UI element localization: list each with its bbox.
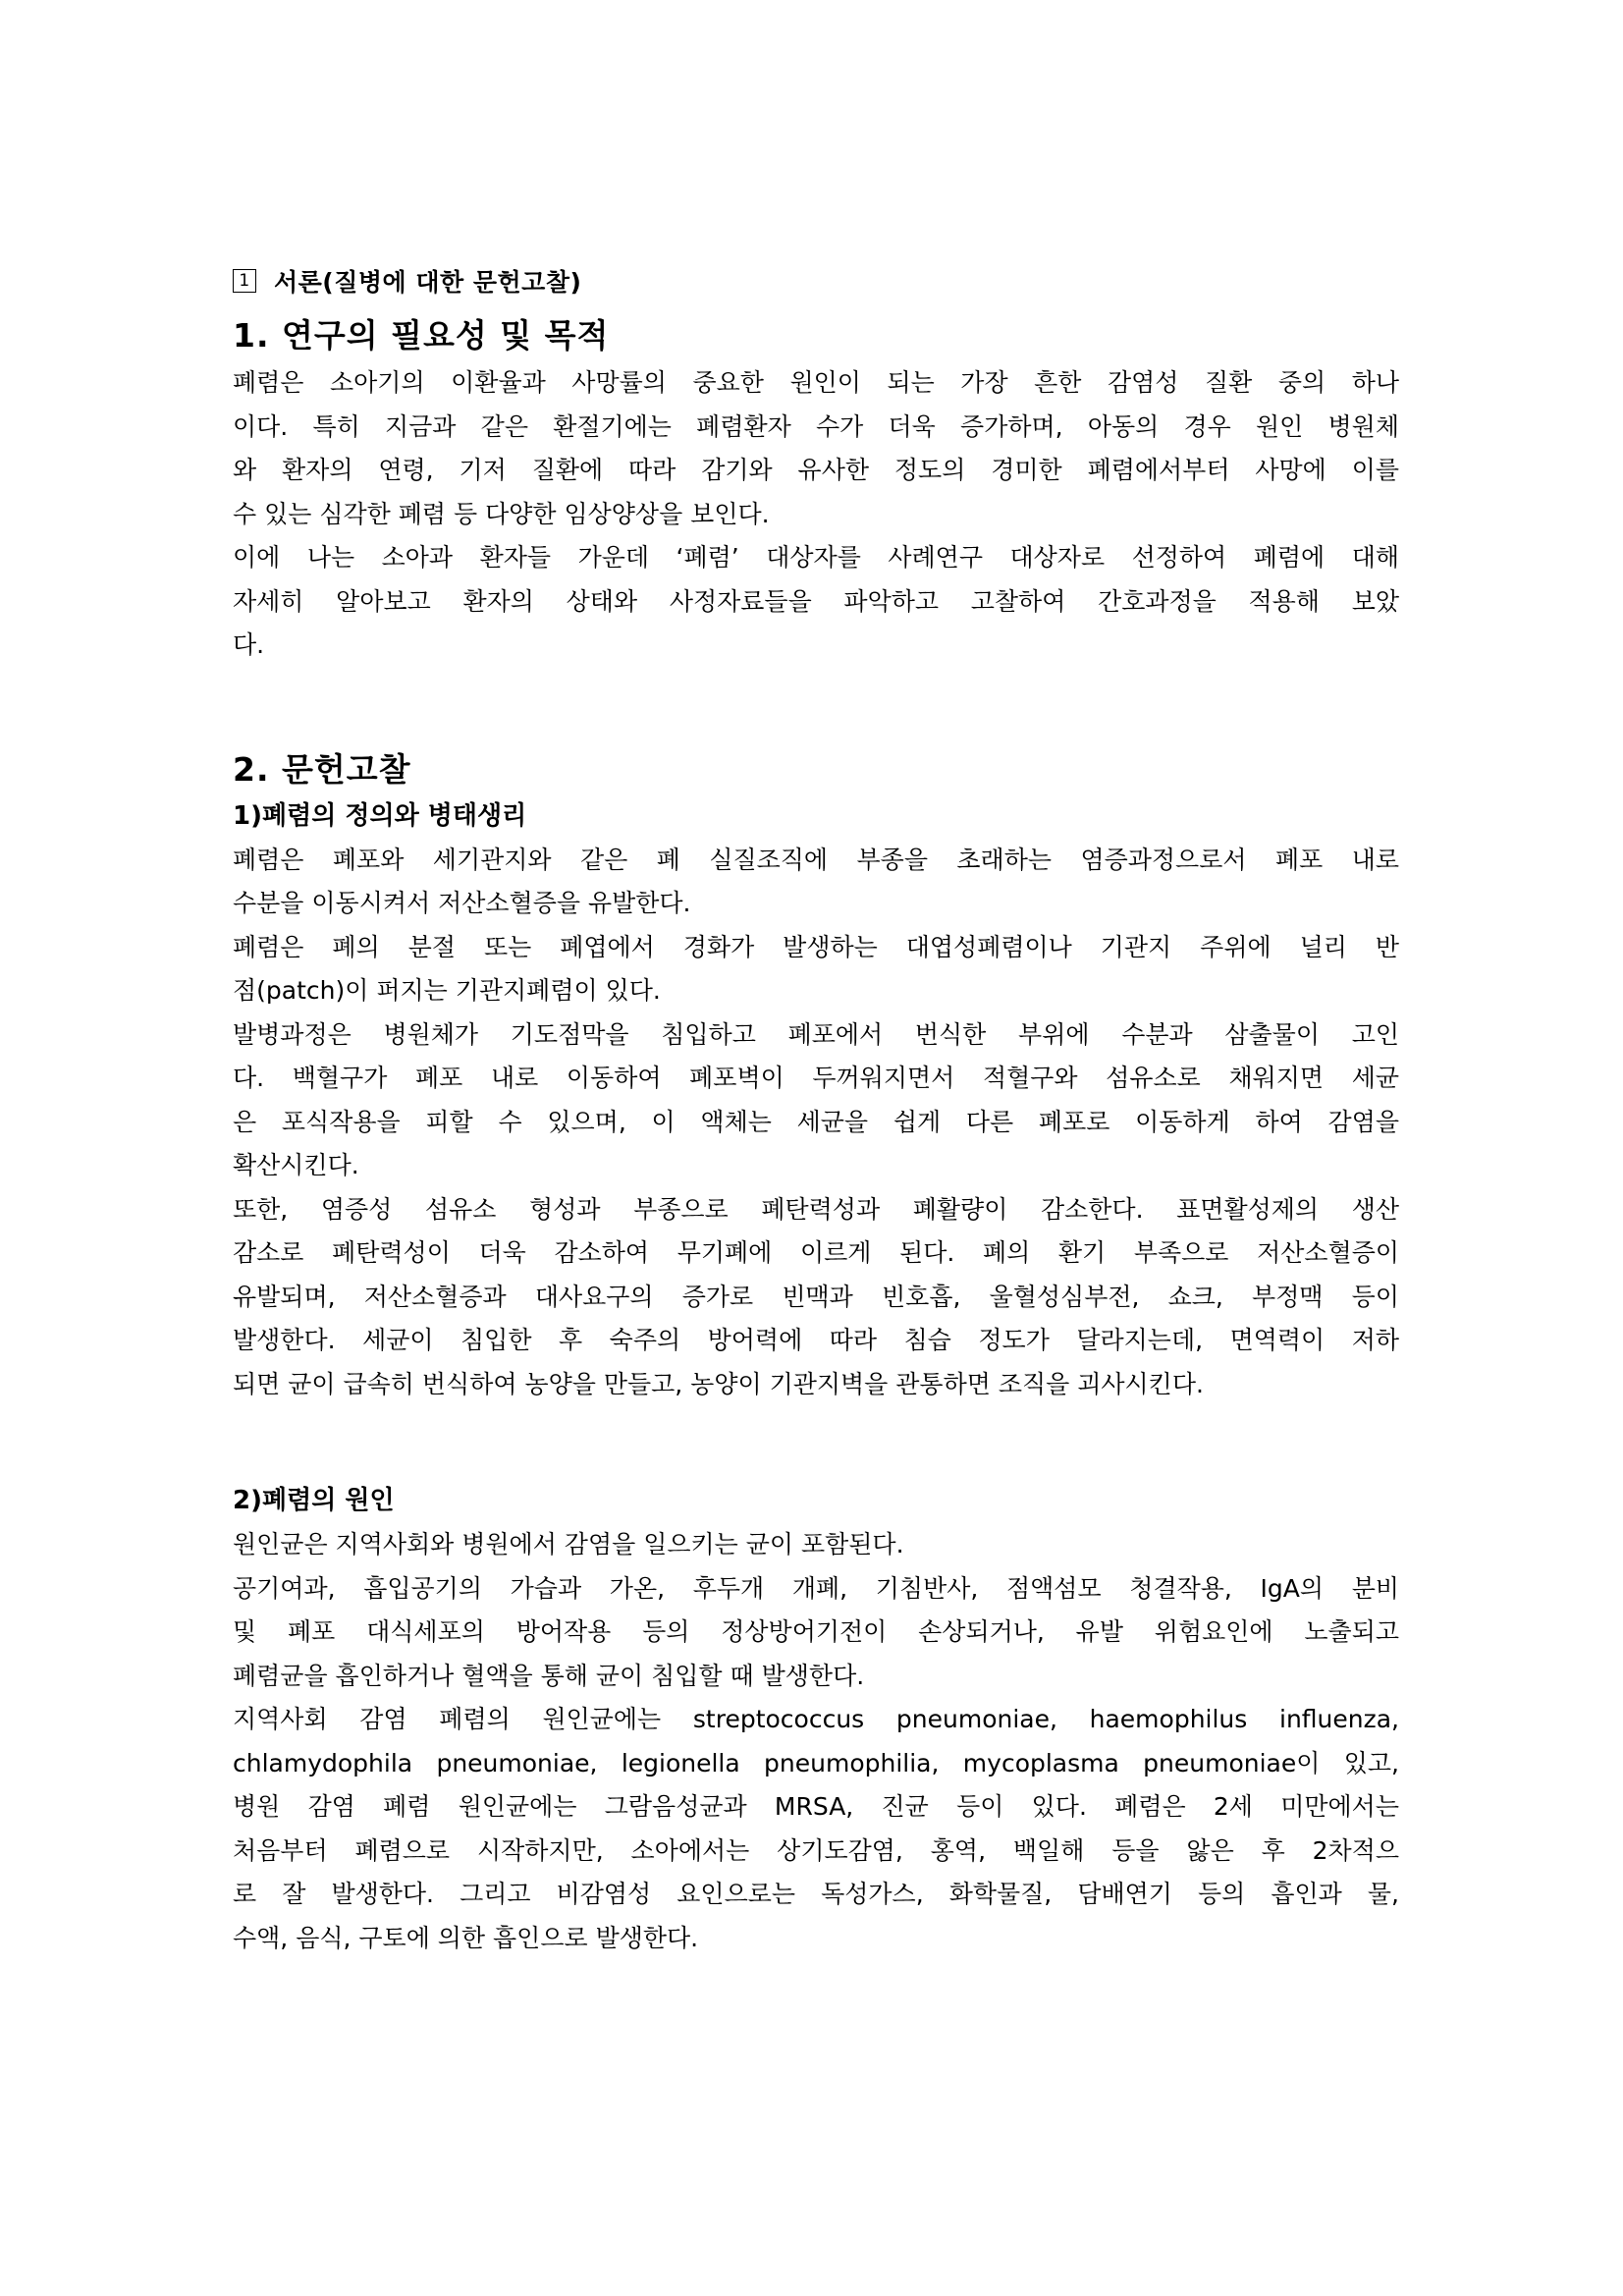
paragraph-line: 병원 감염 폐렴 원인균에는 그람음성균과 MRSA, 진균 등이 있다. 폐렴은 2세 미만에서는 — [233, 1792, 1399, 1821]
paragraph-line: 폐렴균을 흡인하거나 혈액을 통해 균이 침입할 때 발생한다. — [233, 1661, 865, 1690]
paragraph-line: 발병과정은 병원체가 기도점막을 침입하고 폐포에서 번식한 부위에 수분과 삼출물이 고인 — [233, 1019, 1399, 1049]
paragraph — [233, 1698, 1399, 1960]
paragraph-line: 수액, 음식, 구토에 의한 흡인으로 발생한다. — [233, 1923, 699, 1952]
section-1-body — [233, 361, 1399, 668]
paragraph — [233, 1523, 1399, 1567]
paragraph-line: 지역사회 감염 폐렴의 원인균에는 streptococcus pneumoniae, haemophilus influenza, — [233, 1705, 1399, 1733]
paragraph-line: 또한, 염증성 섬유소 형성과 부종으로 폐탄력성과 폐활량이 감소한다. 표면활성제의 생산 — [233, 1194, 1399, 1224]
paragraph-line: 및 폐포 대식세포의 방어작용 등의 정상방어기전이 손상되거나, 유발 위험요인에 노출되고 — [233, 1617, 1399, 1646]
paragraph-line: 원인균은 지역사회와 병원에서 감염을 일으키는 균이 포함된다. — [233, 1530, 904, 1558]
paragraph-line: 감소로 폐탄력성이 더욱 감소하여 무기폐에 이르게 된다. 폐의 환기 부족으로 저산소혈증이 — [233, 1238, 1399, 1267]
subsection-2-2-heading: 2)폐렴의 원인 — [233, 1486, 395, 1515]
section-2-heading: 2. 문헌고찰 — [233, 749, 411, 789]
paragraph-line: 다. 백혈구가 폐포 내로 이동하여 폐포벽이 두꺼워지면서 적혈구와 섬유소로 채워지면 세균 — [233, 1064, 1399, 1092]
paragraph-line: 점(patch)이 퍼지는 기관지폐렴이 있다. — [233, 976, 661, 1005]
paragraph-line: 유발되며, 저산소혈증과 대사요구의 증가로 빈맥과 빈호흡, 울혈성심부전, 쇼크, 부정맥 등이 — [233, 1282, 1399, 1311]
paragraph-line: 되면 균이 급속히 번식하여 농양을 만들고, 농양이 기관지벽을 관통하면 조직을 괴사시킨다. — [233, 1369, 1204, 1398]
paragraph-line: 와 환자의 연령, 기저 질환에 따라 감기와 유사한 정도의 경미한 폐렴에서부터 사망에 이를 — [233, 456, 1399, 484]
chapter-title-text: 서론(질병에 대한 문헌고찰) — [274, 268, 582, 297]
paragraph-line: 자세히 알아보고 환자의 상태와 사정자료들을 파악하고 고찰하여 간호과정을 적용해 보았 — [233, 586, 1399, 616]
document-page — [233, 263, 1399, 1960]
paragraph — [233, 839, 1399, 926]
chapter-title — [233, 263, 1399, 299]
paragraph — [233, 361, 1399, 536]
subsection-2-1-body — [233, 839, 1399, 1407]
paragraph — [233, 1188, 1399, 1407]
paragraph-line: 은 포식작용을 피할 수 있으며, 이 액체는 세균을 쉽게 다른 폐포로 이동하게 하여 감염을 — [233, 1107, 1399, 1136]
paragraph-line: 발생한다. 세균이 침입한 후 숙주의 방어력에 따라 침습 정도가 달라지는데, 면역력이 저하 — [233, 1326, 1399, 1354]
paragraph-line: 다. — [233, 630, 265, 659]
section-1-heading: 1. 연구의 필요성 및 목적 — [233, 316, 610, 355]
paragraph-line: 수 있는 심각한 폐렴 등 다양한 임상양상을 보인다. — [233, 499, 770, 528]
paragraph-line: 폐렴은 폐의 분절 또는 폐엽에서 경화가 발생하는 대엽성폐렴이나 기관지 주위에 널리 반 — [233, 932, 1399, 961]
paragraph-line: 폐렴은 소아기의 이환율과 사망률의 중요한 원인이 되는 가장 흔한 감염성 질환 중의 하나 — [233, 368, 1399, 397]
subsection-2-1-heading: 1)폐렴의 정의와 병태생리 — [233, 800, 527, 831]
paragraph — [233, 926, 1399, 1013]
paragraph-line: 공기여과, 흡입공기의 가습과 가온, 후두개 개폐, 기침반사, 점액섬모 청결작용, IgA의 분비 — [233, 1573, 1399, 1603]
paragraph-line: 폐렴은 폐포와 세기관지와 같은 폐 실질조직에 부종을 초래하는 염증과정으로서 폐포 내로 — [233, 845, 1399, 874]
paragraph-line: 수분을 이동시켜서 저산소혈증을 유발한다. — [233, 889, 691, 917]
paragraph — [233, 1013, 1399, 1188]
paragraph-line: 확산시킨다. — [233, 1151, 359, 1179]
paragraph-line: 이다. 특히 지금과 같은 환절기에는 폐렴환자 수가 더욱 증가하며, 아동의 경우 원인 병원체 — [233, 411, 1399, 441]
paragraph — [233, 536, 1399, 668]
paragraph — [233, 1567, 1399, 1699]
paragraph-line: 이에 나는 소아과 환자들 가운데 ‘폐렴’ 대상자를 사례연구 대상자로 선정하여 폐렴에 대해 — [233, 543, 1399, 572]
subsection-2-2-body — [233, 1523, 1399, 1960]
chapter-number-box: 1 — [233, 269, 256, 293]
paragraph-line: chlamydophila pneumoniae, legionella pneumophilia, mycoplasma pneumoniae이 있고, — [233, 1748, 1399, 1777]
paragraph-line: 처음부터 폐렴으로 시작하지만, 소아에서는 상기도감염, 홍역, 백일해 등을 앓은 후 2차적으 — [233, 1835, 1399, 1865]
paragraph-line: 로 잘 발생한다. 그리고 비감염성 요인으로는 독성가스, 화학물질, 담배연기 등의 흡인과 물, — [233, 1880, 1399, 1908]
